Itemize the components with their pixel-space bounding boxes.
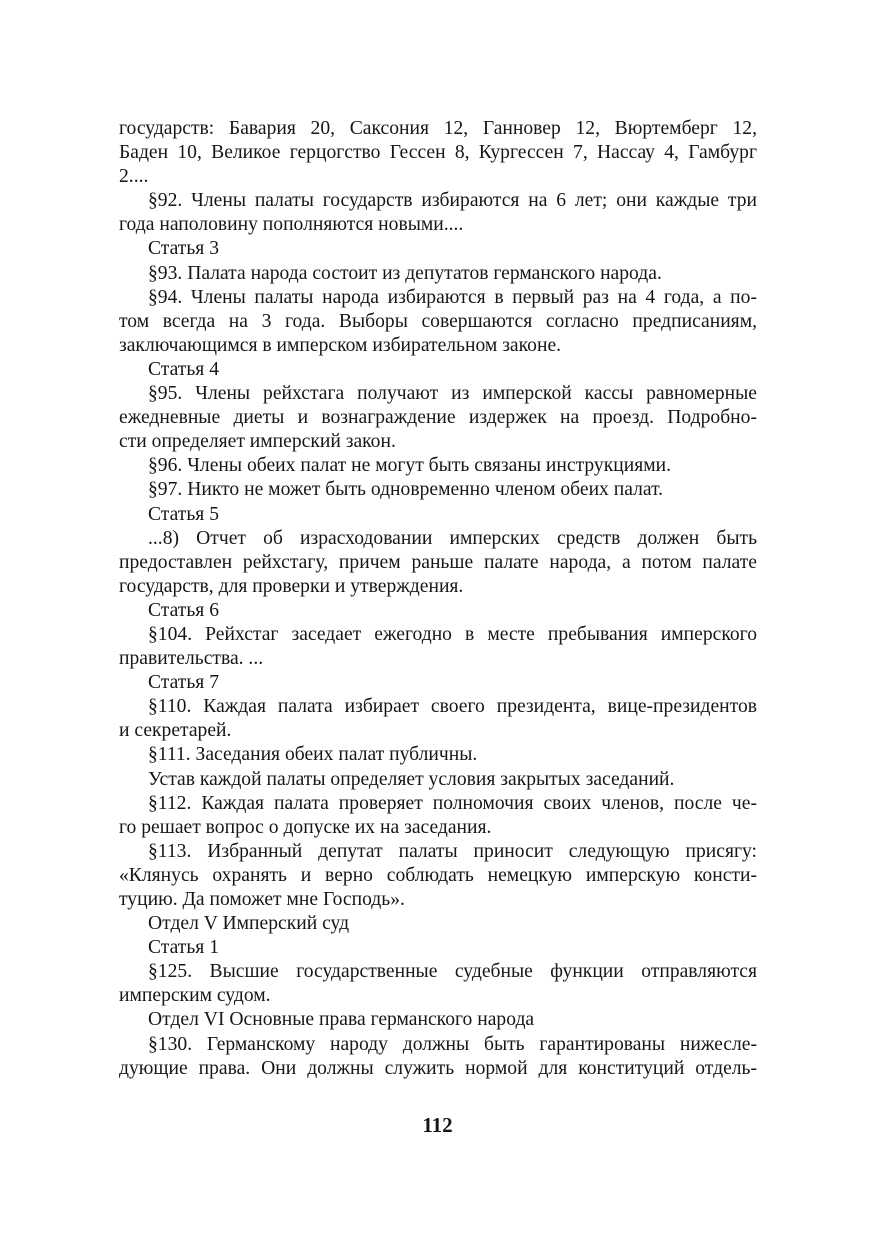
text-line: Статья 6 bbox=[148, 599, 220, 621]
text-line: го решает вопрос о допуске их на заседания. bbox=[119, 816, 492, 838]
text-line: сти определяет имперский закон. bbox=[119, 431, 396, 453]
text-line: §110. Каждая палата избирает своего президента, вице-президентов bbox=[148, 696, 757, 718]
text-line: §130. Германскому народу должны быть гарантированы нижесле- bbox=[148, 1033, 757, 1055]
text-line: года наполовину пополняются новыми.... bbox=[119, 214, 464, 236]
text-line: Баден 10, Великое герцогство Гессен 8, Кургессен 7, Нассау 4, Гамбург bbox=[119, 142, 757, 164]
text-line: заключающимся в имперском избирательном законе. bbox=[119, 334, 562, 356]
text-line: §94. Члены палаты народа избираются в первый раз на 4 года, а по- bbox=[148, 286, 757, 308]
text-line: §113. Избранный депутат палаты приносит следующую присягу: bbox=[148, 840, 757, 862]
text-line: §96. Члены обеих палат не могут быть связаны инструкциями. bbox=[148, 455, 671, 477]
text-line: «Клянусь охранять и верно соблюдать немецкую имперскую консти- bbox=[119, 864, 757, 886]
text-line: Статья 4 bbox=[148, 358, 220, 380]
text-line: Отдел V Имперский суд bbox=[148, 913, 350, 935]
text-line: §104. Рейхстаг заседает ежегодно в месте пребывания имперского bbox=[148, 623, 757, 645]
text-line: §95. Члены рейхстага получают из имперской кассы равномерные bbox=[148, 383, 757, 405]
text-line: Отдел VI Основные права германского народа bbox=[148, 1009, 535, 1031]
text-line: государств, для проверки и утверждения. bbox=[119, 575, 464, 597]
page-text bbox=[119, 117, 757, 1081]
text-line: 2.... bbox=[119, 166, 149, 188]
text-line: туцию. Да поможет мне Господь». bbox=[119, 889, 405, 910]
text-line: §125. Высшие государственные судебные функции отправляются bbox=[148, 961, 757, 983]
text-line: ...8) Отчет об израсходовании имперских средств должен быть bbox=[148, 527, 757, 549]
text-line: Статья 1 bbox=[148, 937, 220, 959]
text-line: предоставлен рейхстагу, причем раньше палате народа, а потом палате bbox=[119, 551, 757, 573]
text-line: §112. Каждая палата проверяет полномочия своих членов, после че- bbox=[148, 792, 757, 814]
text-line: имперским судом. bbox=[119, 985, 271, 1007]
text-line: Статья 3 bbox=[148, 238, 220, 260]
text-line: дующие права. Они должны служить нормой для конституций отдель- bbox=[119, 1057, 757, 1079]
text-line: §97. Никто не может быть одновременно членом обеих палат. bbox=[148, 479, 664, 501]
text-line: Устав каждой палаты определяет условия закрытых заседаний. bbox=[148, 768, 675, 790]
text-line: Статья 5 bbox=[148, 503, 220, 525]
text-line: ежедневные диеты и вознаграждение издержек на проезд. Подробно- bbox=[119, 407, 757, 429]
text-line: §92. Члены палаты государств избираются на 6 лет; они каждые три bbox=[148, 190, 757, 212]
text-line: §93. Палата народа состоит из депутатов германского народа. bbox=[148, 262, 662, 284]
text-line: правительства. ... bbox=[119, 648, 264, 670]
text-line: и секретарей. bbox=[119, 720, 232, 742]
page-number: 112 bbox=[422, 1113, 453, 1137]
text-line: Статья 7 bbox=[148, 672, 220, 694]
text-line: §111. Заседания обеих палат публичны. bbox=[148, 744, 478, 766]
text-line: том всегда на 3 года. Выборы совершаются согласно предписаниям, bbox=[119, 310, 757, 332]
text-line: государств: Бавария 20, Саксония 12, Ганновер 12, Вюртемберг 12, bbox=[119, 118, 757, 139]
